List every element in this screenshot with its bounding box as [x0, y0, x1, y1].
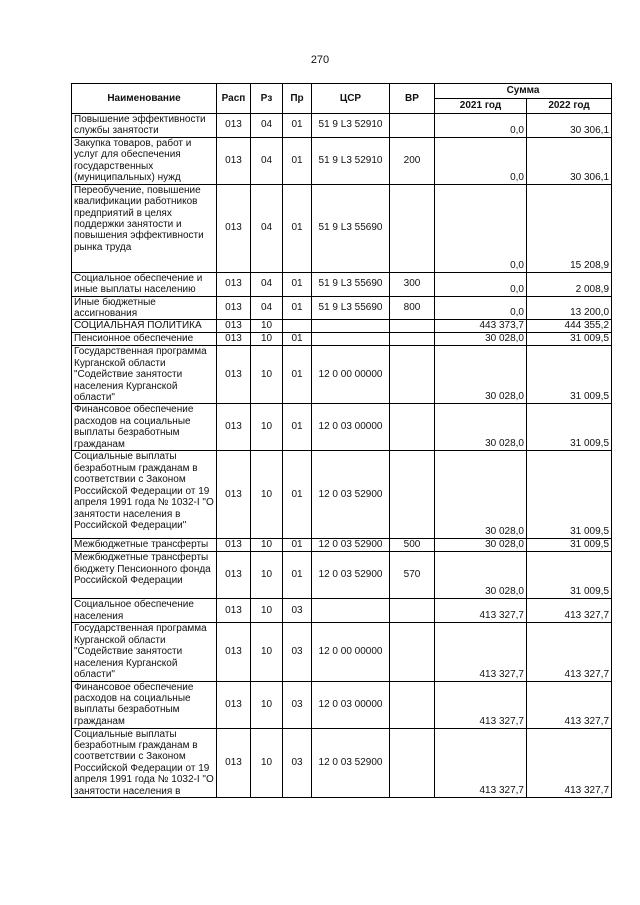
cell-2021: 443 373,7 — [435, 320, 527, 333]
cell-vr — [390, 320, 435, 333]
cell-2022: 413 327,7 — [527, 728, 612, 797]
cell-vr — [390, 451, 435, 539]
cell-csr — [312, 599, 390, 623]
cell-csr: 51 9 L3 52910 — [312, 114, 390, 138]
cell-rz: 04 — [251, 272, 283, 296]
cell-pr: 03 — [283, 681, 312, 728]
cell-csr: 12 0 00 00000 — [312, 623, 390, 681]
cell-rasp: 013 — [217, 184, 251, 272]
cell-name: СОЦИАЛЬНАЯ ПОЛИТИКА — [72, 320, 217, 333]
cell-name: Государственная программа Курганской области "Содействие занятости населения Курганской области" — [72, 623, 217, 681]
header-rasp: Расп — [217, 84, 251, 114]
cell-pr: 01 — [283, 346, 312, 404]
cell-name: Закупка товаров, работ и услуг для обеспечения государственных (муниципальных) нужд — [72, 137, 217, 184]
cell-rz: 10 — [251, 539, 283, 552]
cell-rasp: 013 — [217, 451, 251, 539]
cell-name: Финансовое обеспечение расходов на социальные выплаты безработным гражданам — [72, 404, 217, 451]
cell-pr: 01 — [283, 184, 312, 272]
cell-2021: 0,0 — [435, 137, 527, 184]
cell-rasp: 013 — [217, 539, 251, 552]
cell-rz: 10 — [251, 623, 283, 681]
cell-csr: 12 0 03 00000 — [312, 404, 390, 451]
budget-table — [71, 83, 612, 798]
table-row — [72, 114, 612, 138]
cell-2022: 30 306,1 — [527, 114, 612, 138]
cell-pr: 03 — [283, 623, 312, 681]
cell-vr — [390, 114, 435, 138]
cell-rz: 10 — [251, 404, 283, 451]
cell-pr: 01 — [283, 296, 312, 320]
cell-2021: 413 327,7 — [435, 681, 527, 728]
cell-2022: 31 009,5 — [527, 552, 612, 599]
cell-pr: 01 — [283, 114, 312, 138]
cell-csr — [312, 333, 390, 346]
cell-2021: 0,0 — [435, 296, 527, 320]
cell-2022: 30 306,1 — [527, 137, 612, 184]
header-rz: Рз — [251, 84, 283, 114]
header-2021: 2021 год — [435, 99, 527, 114]
table-body — [72, 114, 612, 798]
cell-2021: 30 028,0 — [435, 346, 527, 404]
cell-pr — [283, 320, 312, 333]
table-row — [72, 333, 612, 346]
table-row — [72, 272, 612, 296]
cell-name: Государственная программа Курганской области "Содействие занятости населения Курганской области" — [72, 346, 217, 404]
table-row — [72, 451, 612, 539]
table-row — [72, 296, 612, 320]
cell-vr — [390, 728, 435, 797]
cell-2021: 30 028,0 — [435, 404, 527, 451]
cell-2021: 413 327,7 — [435, 728, 527, 797]
cell-2022: 444 355,2 — [527, 320, 612, 333]
cell-vr — [390, 333, 435, 346]
table-row — [72, 346, 612, 404]
cell-rz: 10 — [251, 346, 283, 404]
cell-rz: 10 — [251, 728, 283, 797]
cell-rz: 04 — [251, 137, 283, 184]
cell-pr: 01 — [283, 539, 312, 552]
table-row — [72, 404, 612, 451]
cell-csr: 51 9 L3 55690 — [312, 272, 390, 296]
cell-vr: 800 — [390, 296, 435, 320]
header-2022: 2022 год — [527, 99, 612, 114]
cell-rz: 04 — [251, 296, 283, 320]
cell-vr: 200 — [390, 137, 435, 184]
cell-2022: 2 008,9 — [527, 272, 612, 296]
cell-pr: 03 — [283, 599, 312, 623]
cell-2021: 0,0 — [435, 184, 527, 272]
cell-2022: 13 200,0 — [527, 296, 612, 320]
cell-name: Социальное обеспечение и иные выплаты населению — [72, 272, 217, 296]
cell-pr: 01 — [283, 333, 312, 346]
cell-2022: 31 009,5 — [527, 539, 612, 552]
cell-2022: 31 009,5 — [527, 333, 612, 346]
cell-vr: 500 — [390, 539, 435, 552]
cell-rz: 10 — [251, 451, 283, 539]
cell-csr: 51 9 L3 55690 — [312, 184, 390, 272]
cell-name: Повышение эффективности службы занятости — [72, 114, 217, 138]
cell-vr — [390, 623, 435, 681]
cell-pr: 01 — [283, 552, 312, 599]
table-row — [72, 320, 612, 333]
cell-2022: 15 208,9 — [527, 184, 612, 272]
cell-rasp: 013 — [217, 137, 251, 184]
header-csr: ЦСР — [312, 84, 390, 114]
header-pr: Пр — [283, 84, 312, 114]
cell-name: Межбюджетные трансферты бюджету Пенсионного фонда Российской Федерации — [72, 552, 217, 599]
cell-2022: 31 009,5 — [527, 346, 612, 404]
cell-2022: 413 327,7 — [527, 623, 612, 681]
cell-rz: 10 — [251, 552, 283, 599]
cell-rasp: 013 — [217, 404, 251, 451]
cell-csr: 12 0 03 52900 — [312, 728, 390, 797]
cell-2021: 30 028,0 — [435, 552, 527, 599]
cell-rasp: 013 — [217, 346, 251, 404]
cell-name: Межбюджетные трансферты — [72, 539, 217, 552]
table-row — [72, 539, 612, 552]
cell-name: Пенсионное обеспечение — [72, 333, 217, 346]
cell-2021: 30 028,0 — [435, 539, 527, 552]
cell-rz: 10 — [251, 333, 283, 346]
table-row — [72, 623, 612, 681]
table-row — [72, 552, 612, 599]
cell-rasp: 013 — [217, 320, 251, 333]
table-row — [72, 728, 612, 797]
header-name: Наименование — [72, 84, 217, 114]
cell-rasp: 013 — [217, 552, 251, 599]
cell-csr: 12 0 00 00000 — [312, 346, 390, 404]
cell-rasp: 013 — [217, 728, 251, 797]
table-row — [72, 184, 612, 272]
cell-2022: 413 327,7 — [527, 599, 612, 623]
cell-2021: 30 028,0 — [435, 333, 527, 346]
cell-pr: 01 — [283, 404, 312, 451]
cell-csr: 51 9 L3 55690 — [312, 296, 390, 320]
table-header — [72, 84, 612, 114]
cell-name: Социальные выплаты безработным гражданам в соответствии с Законом Российской Федерации от 19 апреля 1991 года № 1032-I "О занятости населения в — [72, 728, 217, 797]
cell-name: Переобучение, повышение квалификации работников предприятий в целях поддержки занятости и повышения эффективности рынка труда — [72, 184, 217, 272]
cell-rz: 10 — [251, 320, 283, 333]
cell-name: Социальное обеспечение населения — [72, 599, 217, 623]
cell-2021: 0,0 — [435, 272, 527, 296]
cell-csr: 12 0 03 52900 — [312, 451, 390, 539]
cell-name: Иные бюджетные ассигнования — [72, 296, 217, 320]
cell-2021: 0,0 — [435, 114, 527, 138]
cell-vr — [390, 681, 435, 728]
cell-2021: 413 327,7 — [435, 599, 527, 623]
cell-vr: 300 — [390, 272, 435, 296]
cell-pr: 01 — [283, 451, 312, 539]
cell-name: Финансовое обеспечение расходов на социальные выплаты безработным гражданам — [72, 681, 217, 728]
header-vr: ВР — [390, 84, 435, 114]
cell-pr: 01 — [283, 137, 312, 184]
table-row — [72, 137, 612, 184]
cell-2021: 413 327,7 — [435, 623, 527, 681]
table-row — [72, 681, 612, 728]
cell-rz: 10 — [251, 681, 283, 728]
cell-vr — [390, 346, 435, 404]
cell-name: Социальные выплаты безработным гражданам в соответствии с Законом Российской Федерации от 19 апреля 1991 года № 1032-I "О занятости населения в Российской Федерации" — [72, 451, 217, 539]
cell-rasp: 013 — [217, 114, 251, 138]
cell-rasp: 013 — [217, 296, 251, 320]
cell-rasp: 013 — [217, 599, 251, 623]
cell-rz: 04 — [251, 114, 283, 138]
table-row — [72, 599, 612, 623]
cell-rasp: 013 — [217, 333, 251, 346]
cell-2022: 31 009,5 — [527, 451, 612, 539]
cell-vr — [390, 404, 435, 451]
cell-csr: 51 9 L3 52910 — [312, 137, 390, 184]
cell-2022: 31 009,5 — [527, 404, 612, 451]
cell-vr — [390, 599, 435, 623]
cell-csr — [312, 320, 390, 333]
cell-2021: 30 028,0 — [435, 451, 527, 539]
cell-csr: 12 0 03 00000 — [312, 681, 390, 728]
cell-pr: 01 — [283, 272, 312, 296]
cell-pr: 03 — [283, 728, 312, 797]
cell-2022: 413 327,7 — [527, 681, 612, 728]
cell-rasp: 013 — [217, 681, 251, 728]
cell-vr — [390, 184, 435, 272]
cell-vr: 570 — [390, 552, 435, 599]
page-number: 270 — [310, 54, 330, 66]
cell-csr: 12 0 03 52900 — [312, 552, 390, 599]
cell-rasp: 013 — [217, 623, 251, 681]
header-sum: Сумма — [435, 84, 612, 99]
cell-csr: 12 0 03 52900 — [312, 539, 390, 552]
cell-rz: 04 — [251, 184, 283, 272]
cell-rz: 10 — [251, 599, 283, 623]
cell-rasp: 013 — [217, 272, 251, 296]
